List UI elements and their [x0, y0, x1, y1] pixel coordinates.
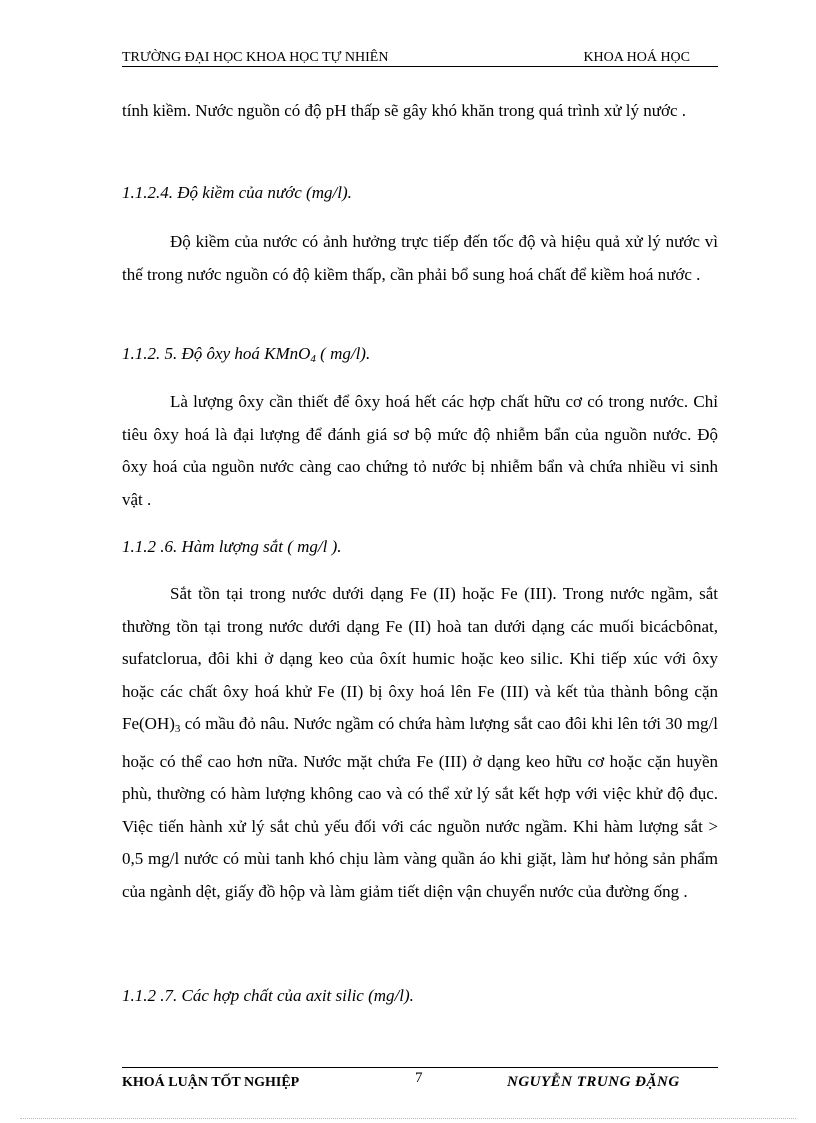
paragraph-text: Độ kiềm của nước có ảnh hưởng trực tiếp đến tốc độ và hiệu quả xử lý nước vì thế trong nước nguồn có độ kiềm thấp, cần phải bổ sung hoá chất để kiềm hoá nước .	[122, 232, 718, 284]
paragraph-text-part2: có mầu đỏ nâu. Nước ngầm có chứa hàm lượng sắt cao đôi khi lên tới 30 mg/l hoặc có thể cao hơn nữa. Nước mặt chứa Fe (III) ở dạng keo hữu cơ hoặc cặn huyền phù, thường có hàm lượng không cao và có thể xử lý sắt kết hợp với việc khử độ đục. Việc tiến hành xử lý sắt chủ yếu đối với các nguồn nước ngầm. Khi hàm lượng sắt > 0,5 mg/l nước có mùi tanh khó chịu làm vàng quần áo khi giặt, làm hư hỏng sản phẩm của ngành dệt, giấy đồ hộp và làm giảm tiết diện vận chuyển nước của đường ống .	[122, 714, 718, 901]
page-edge-divider	[20, 1118, 796, 1119]
page-number: 7	[415, 1070, 423, 1086]
footer-rule	[122, 1067, 718, 1068]
paragraph-text: Là lượng ôxy cần thiết để ôxy hoá hết các hợp chất hữu cơ có trong nước. Chỉ tiêu ôxy hoá là đại lượng để đánh giá sơ bộ mức độ nhiễm bẩn của nguồn nước. Độ ôxy hoá của nguồn nước càng cao chứng tỏ nước bị nhiễm bẩn và chứa nhiều vi sinh vật .	[122, 392, 718, 509]
paragraph-oxidizability	[122, 386, 718, 516]
footer-thesis-label: KHOÁ LUẬN TỐT NGHIỆP	[122, 1075, 300, 1090]
paragraph-text: tính kiềm. Nước nguồn có độ pH thấp sẽ gây khó khăn trong quá trình xử lý nước .	[122, 101, 687, 120]
paragraph-intro	[122, 95, 718, 128]
section-heading-alkalinity: 1.1.2.4. Độ kiềm của nước (mg/l).	[122, 183, 352, 202]
heading-text-end: ( mg/l).	[315, 344, 371, 363]
footer-author: NGUYỄN TRUNG ĐẶNG	[507, 1074, 680, 1090]
section-heading-oxidizability	[122, 343, 370, 370]
header-university: TRƯỜNG ĐẠI HỌC KHOA HỌC TỰ NHIÊN	[122, 50, 389, 65]
paragraph-text	[122, 578, 718, 908]
heading-text: 1.1.2. 5. Độ ôxy hoá KMnO	[122, 344, 311, 363]
section-heading-silicic-acid: 1.1.2 .7. Các hợp chất của axit silic (mg/l).	[122, 986, 414, 1005]
section-heading-iron: 1.1.2 .6. Hàm lượng sắt ( mg/l ).	[122, 537, 342, 556]
paragraph-subscript: 3	[174, 723, 181, 735]
page-header	[122, 50, 718, 67]
paragraph-text-part1: Sắt tồn tại trong nước dưới dạng Fe (II) hoặc Fe (III). Trong nước ngầm, sắt thường tồn tại trong nước dưới dạng Fe (II) hoà tan dưới dạng các muối bicácbônat, sufatclorua, đôi khi ở dạng keo của ôxít humic hoặc keo silic. Khi tiếp xúc với ôxy hoặc các chất ôxy hoá khử Fe (II) bị ôxy hoá lên Fe (III) và kết tủa thành bông cặn Fe(OH)	[122, 584, 718, 733]
paragraph-iron	[122, 578, 718, 908]
paragraph-alkalinity	[122, 226, 718, 291]
heading-subscript: 4	[310, 353, 316, 365]
header-faculty: KHOA HOÁ HỌC	[583, 50, 690, 65]
